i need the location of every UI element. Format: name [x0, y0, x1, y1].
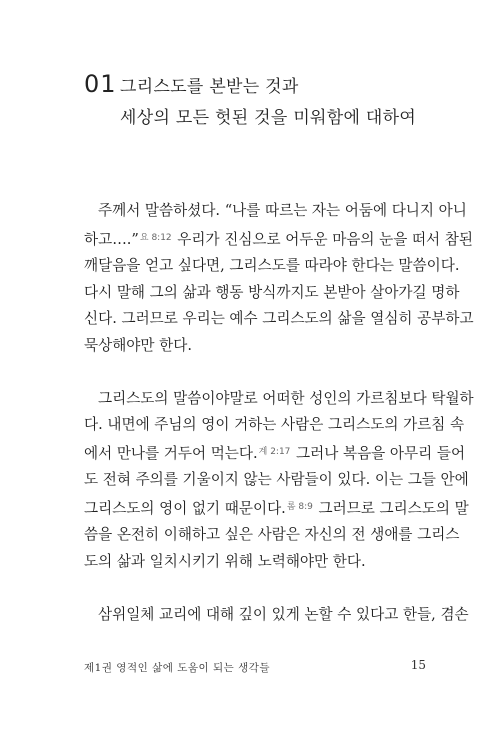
text-line: 다. 내면에 주님의 영이 거하는 사람은 그리스도의 가르침 속 [84, 416, 465, 433]
paragraph-3 [84, 602, 469, 629]
text-line: 주께서 말씀하셨다. “나를 따르는 자는 어둠에 다니지 아니 [98, 202, 467, 219]
text-segment: 하고….” [84, 230, 139, 248]
text-segment: 그러므로 그리스도의 말 [313, 499, 469, 517]
scripture-reference: 계 2:17 [258, 446, 291, 457]
body-text [84, 198, 474, 655]
text-line [84, 494, 469, 523]
chapter-title-line-2: 세상의 모든 헛된 것을 미워함에 대하여 [120, 108, 417, 128]
chapter-title-line-1: 그리스도를 본받는 것과 [120, 77, 299, 97]
chapter-number: 01 [84, 70, 117, 98]
text-segment: 우리가 진심으로 어두운 마음의 눈을 떠서 참된 [172, 230, 473, 248]
text-line: 도의 삶과 일치시키기 위해 노력해야만 한다. [84, 552, 366, 570]
text-segment: 그리스도의 영이 없기 때문이다. [84, 499, 286, 517]
page-number: 15 [410, 658, 426, 672]
text-line: 묵상해야만 한다. [84, 336, 192, 354]
text-line: 씀을 온전히 이해하고 싶은 사람은 자신의 전 생애를 그리스 [84, 526, 460, 543]
text-line: 다시 말해 그의 삶과 행동 방식까지도 본받아 살아가길 명하 [84, 283, 460, 301]
scripture-reference: 롬 8:9 [286, 501, 313, 512]
chapter-title [120, 72, 440, 134]
running-footer-title: 제1권 영적인 삶에 도움이 되는 생각들 [84, 662, 271, 674]
paragraph-2 [84, 386, 474, 576]
text-segment: 그러나 복음을 아무리 들어 [291, 444, 466, 462]
text-segment: 에서 만나를 거두어 먹는다. [84, 444, 258, 462]
scripture-reference: 요 8:12 [139, 232, 172, 243]
text-line: 신다. 그러므로 우리는 예수 그리스도의 삶을 열심히 공부하고 [84, 310, 474, 327]
text-line: 깨달음을 얻고 싶다면, 그리스도를 따라야 한다는 말씀이다. [84, 257, 460, 274]
paragraph-1 [84, 198, 474, 359]
text-line: 도 전혀 주의를 기울이지 않는 사람들이 있다. 이는 그들 안에 [84, 471, 469, 488]
text-line [84, 439, 466, 468]
text-line: 그리스도의 말씀이야말로 어떠한 성인의 가르침보다 탁월하 [98, 389, 474, 407]
text-line [84, 225, 473, 254]
text-line: 삼위일체 교리에 대해 깊이 있게 논할 수 있다고 한들, 겸손 [98, 605, 469, 623]
